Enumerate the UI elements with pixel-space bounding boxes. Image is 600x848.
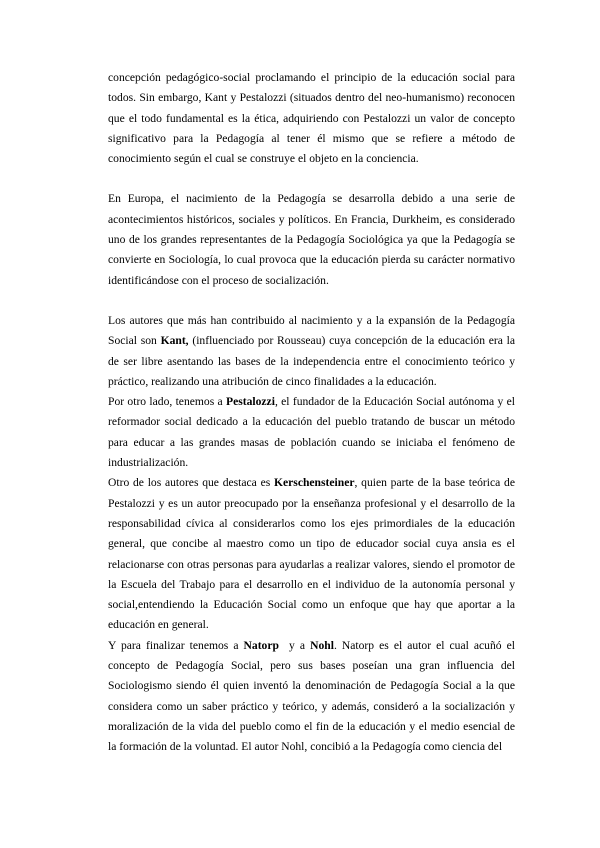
author-kant: Kant, bbox=[160, 334, 189, 348]
paragraph-3-text-a: Los autores que más han contribuido al nacimiento y a la expansión de la Pedagogía Social son bbox=[108, 313, 515, 348]
paragraph-6 bbox=[108, 636, 515, 758]
author-nohl: Nohl bbox=[310, 638, 334, 652]
paragraph-3 bbox=[108, 311, 515, 392]
paragraph-3-text-b: (influenciado por Rousseau) cuya concepción de la educación era la de ser libre asentando las bases de la independencia entre el conocimiento teórico y práctico, realizando una atribución de cinco finalidades a la educación. bbox=[108, 334, 515, 388]
paragraph-6-text-b: y a bbox=[278, 638, 311, 652]
paragraph-6-text-a: Y para finalizar tenemos a bbox=[108, 638, 244, 652]
paragraph-gap bbox=[108, 291, 515, 311]
author-natorp: Natorp bbox=[243, 638, 279, 652]
paragraph-5-text-a: Otro de los autores que destaca es bbox=[108, 476, 274, 490]
paragraph-5 bbox=[108, 473, 515, 635]
paragraph-1: concepción pedagógico-social proclamando el principio de la educación social para todos. Sin embargo, Kant y Pestalozzi (situados dentro del neo-humanismo) reconocen que el todo fundamental es la ética, adquiriendo con Pestalozzi un valor de concepto significativo para la Pedagogía al tener él mismo que se refiere a método de conocimiento según el cual se construye el objeto en la conciencia. bbox=[108, 71, 515, 166]
paragraph-gap bbox=[108, 169, 515, 189]
paragraph-4-text-a: Por otro lado, tenemos a bbox=[108, 395, 226, 409]
paragraph-4-text-b: , el fundador de la Educación Social autónoma y el reformador social dedicado a la educación del pueblo tratando de buscar un método para educar a las grandes masas de población cuando se iniciaba el fenómeno de industrialización. bbox=[108, 395, 515, 470]
paragraph-6-text-c: . Natorp es el autor el cual acuñó el concepto de Pedagogía Social, pero sus bases poseían una gran influencia del Sociologismo siendo él quien inventó la denominación de Pedagogía Social a la que considera como un saber práctico y teórico, y además, consideró a la socialización y moralización de la vida del pueblo como el fin de la educación y el medio esencial de la formación de la voluntad. El autor Nohl, concibió a la Pedagogía como ciencia del bbox=[108, 638, 515, 754]
author-pestalozzi: Pestalozzi bbox=[226, 395, 275, 409]
paragraph-4 bbox=[108, 392, 515, 473]
document-page bbox=[108, 68, 515, 758]
paragraph-2: En Europa, el nacimiento de la Pedagogía se desarrolla debido a una serie de acontecimientos históricos, sociales y políticos. En Francia, Durkheim, es considerado uno de los grandes representantes de la Pedagogía Sociológica ya que la Pedagogía se convierte en Sociología, lo cual provoca que la educación pierda su carácter normativo identificándose con el proceso de socialización. bbox=[108, 192, 515, 287]
author-kerschensteiner: Kerschensteiner bbox=[274, 476, 355, 490]
paragraph-5-text-b: , quien parte de la base teórica de Pestalozzi y es un autor preocupado por la enseñanza profesional y el desarrollo de la responsabilidad cívica al considerarlos como los ejes primordiales de la educación general, que concibe al maestro como un tipo de educador social cuya ansia es el relacionarse con otras personas para ayudarlas a realizar valores, siendo el promotor de la Escuela del Trabajo para el desarrollo en el individuo de la autonomía personal y social,entendiendo la Educación Social como un enfoque que hay que aportar a la educación en general. bbox=[108, 476, 515, 632]
